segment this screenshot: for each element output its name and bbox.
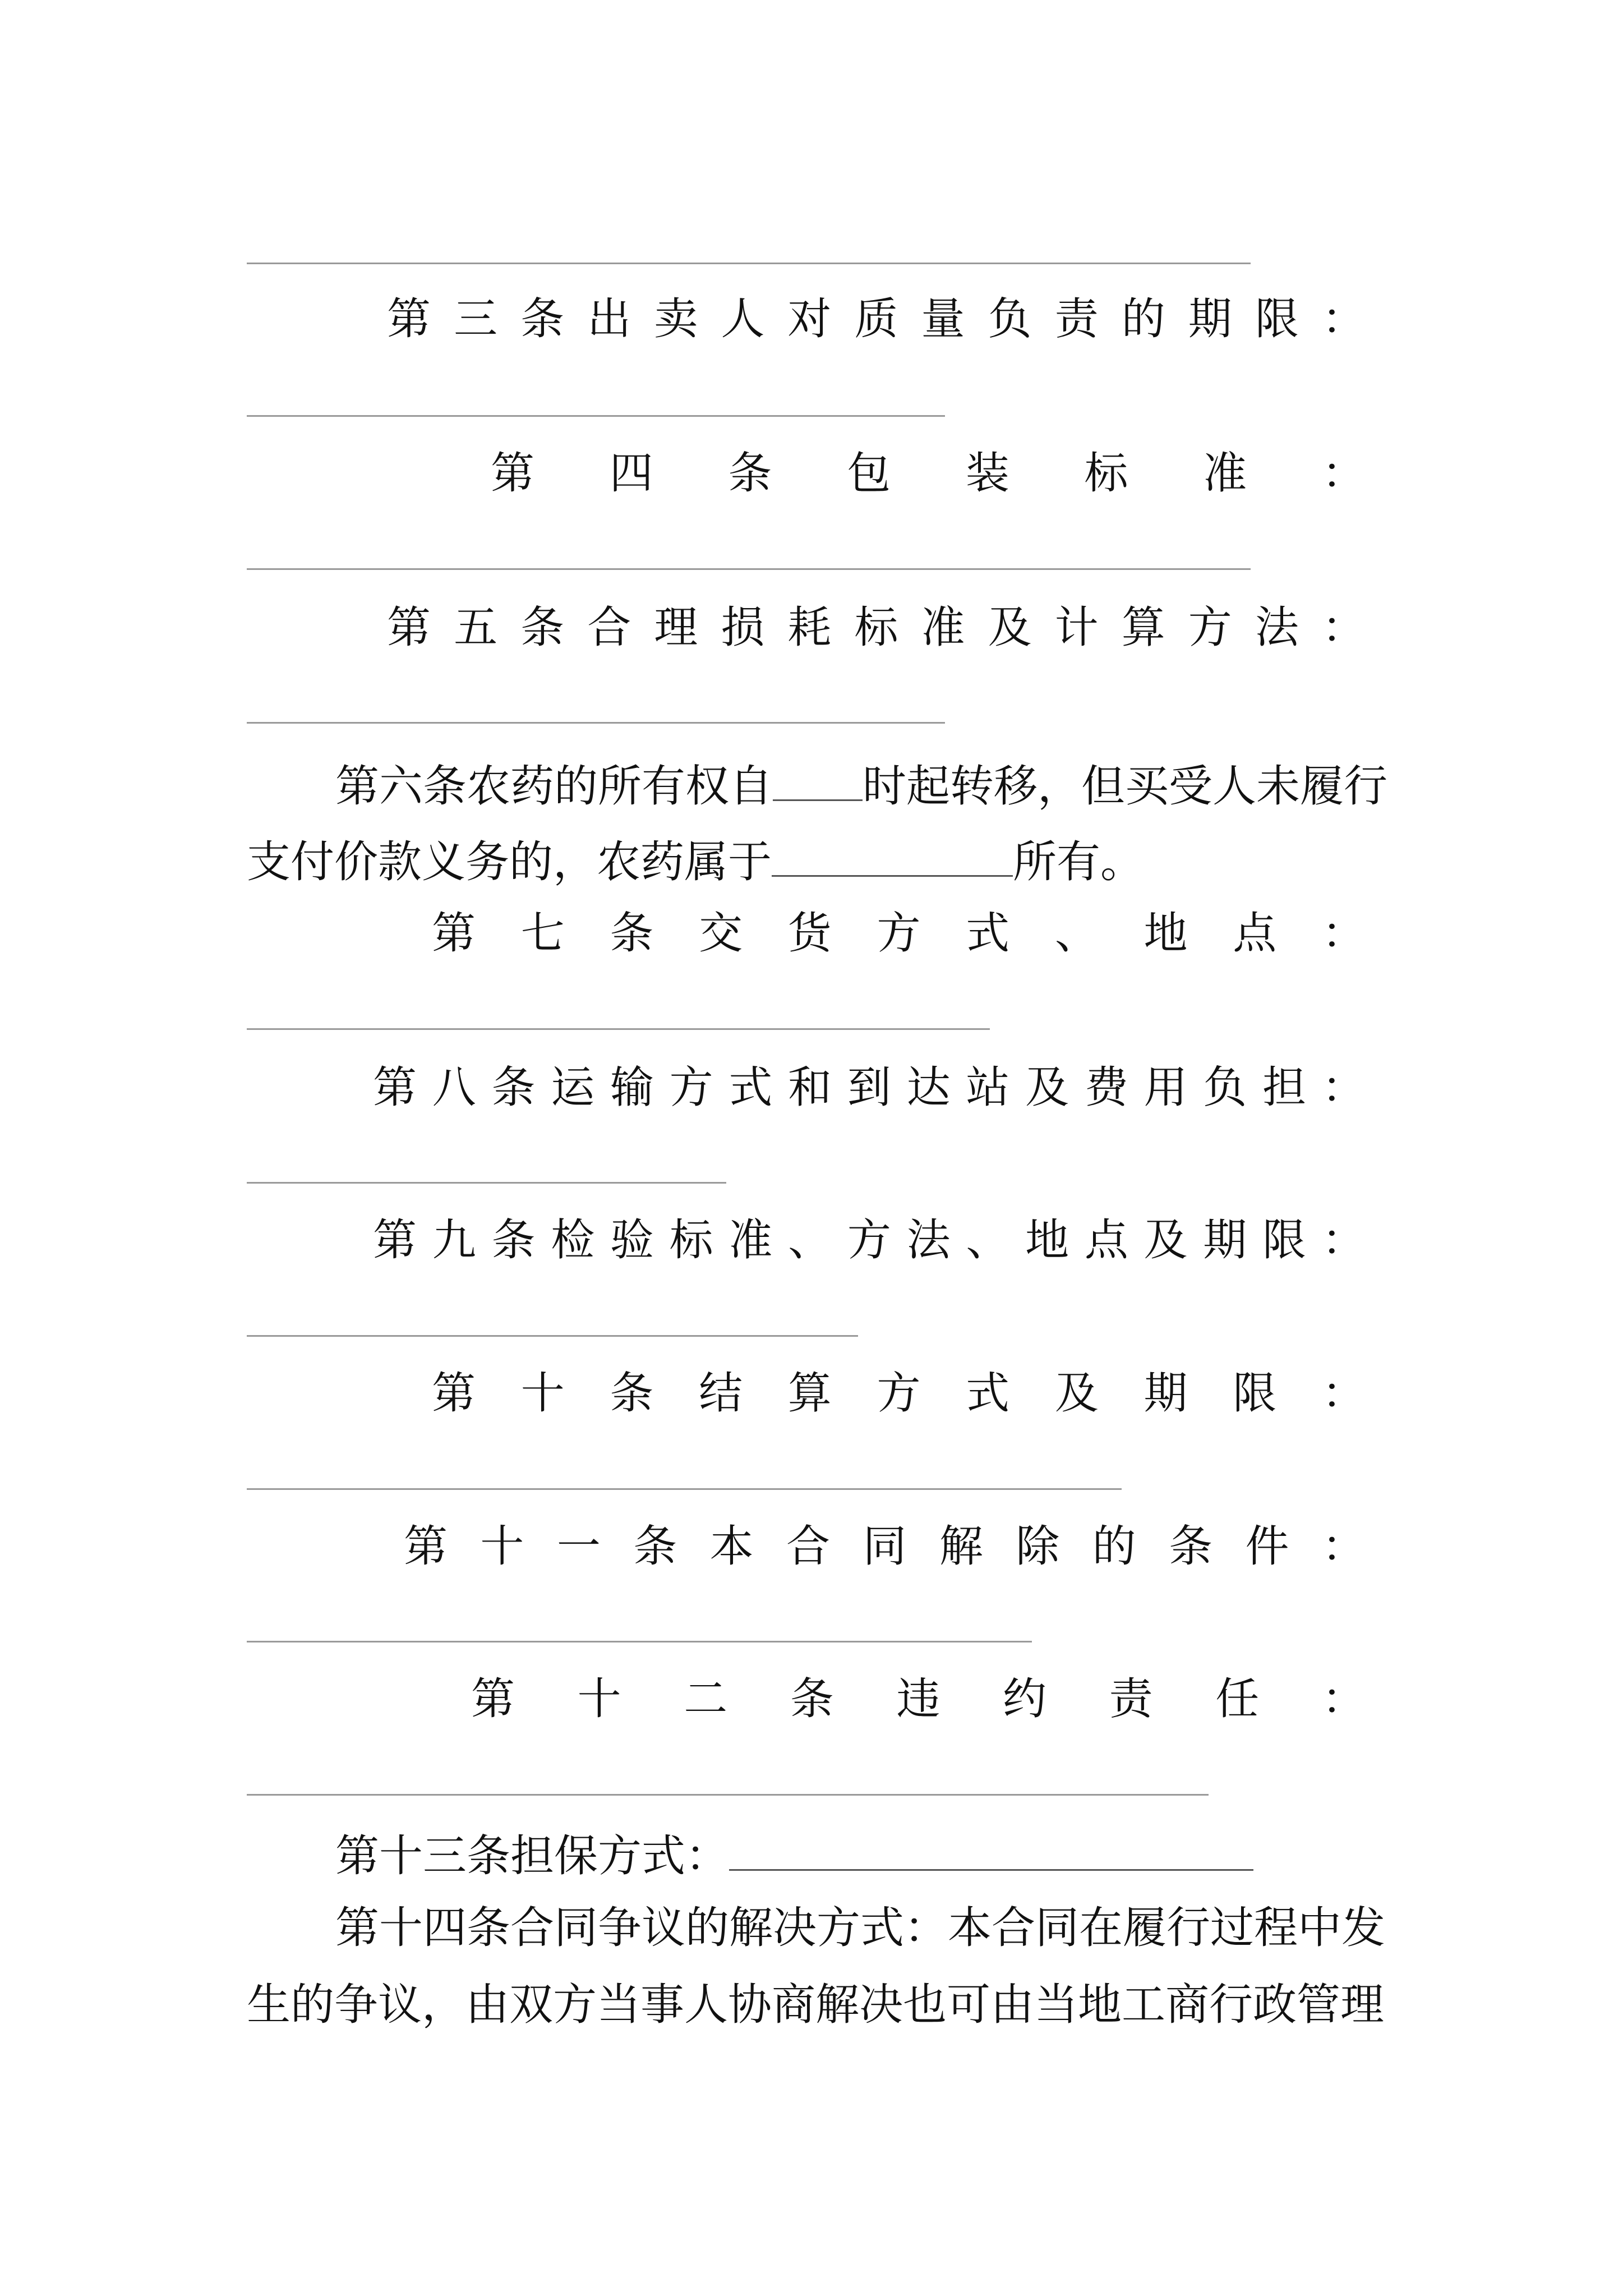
article-6-line-1 [335,760,1479,812]
text-char: 第 [432,908,476,959]
article-8-text [373,1062,1366,1113]
text-char: 方 [1188,602,1232,653]
text-char: 损 [721,602,765,653]
text-char: 方 [877,908,921,959]
text-char: 人 [721,294,765,344]
fill-in-line [247,1641,1032,1642]
text-char: 第 [373,1062,417,1113]
text-char: 条 [1169,1521,1213,1572]
text-char: 及 [1025,1062,1069,1113]
article-10 [432,1368,1366,1419]
fill-in-line [247,1182,726,1184]
article-13 [335,1830,1479,1881]
text-char: 量 [921,294,965,344]
text-char: 九 [432,1215,476,1266]
text-char: 标 [1084,448,1128,499]
text-char: 结 [699,1368,743,1419]
text-char: 准 [728,1215,773,1266]
text-char: 一 [556,1521,601,1572]
text-char: 二 [684,1674,728,1724]
article-3 [387,294,1366,344]
text-char: 标 [669,1215,713,1266]
text-char: 十 [520,1368,565,1419]
text-char: 站 [966,1062,1010,1113]
text-char: 违 [896,1674,940,1724]
text-char: 同 [863,1521,907,1572]
text-char: 及 [1144,1215,1188,1266]
text-char: 四 [609,448,653,499]
fill-in-line [247,415,945,417]
text-char: 计 [1054,602,1099,653]
article-5 [387,602,1366,653]
text-char: 卖 [654,294,698,344]
text-char: 条 [491,1062,536,1113]
text-char: 担 [1262,1062,1307,1113]
text-char: 法 [1255,602,1299,653]
article-12-text [471,1674,1366,1724]
text-char: 责 [1054,294,1099,344]
fill-in-line [247,1488,1122,1490]
text-char: 第 [432,1368,476,1419]
article-7-text [432,908,1366,959]
text-char: 限 [1262,1215,1307,1266]
text-char: 到 [847,1062,891,1113]
text-char: 第 [387,294,431,344]
article-6-text-a: 第六条农药的所有权自 [335,761,773,812]
article-11 [404,1521,1366,1572]
article-11-text [404,1521,1366,1572]
text-char: 准 [921,602,965,653]
text-char: 方 [877,1368,921,1419]
text-char: 条 [610,1368,654,1419]
article-7 [432,908,1366,959]
article-4 [491,448,1366,499]
text-char: 式 [966,908,1010,959]
text-char: 负 [988,294,1032,344]
text-char: 标 [854,602,898,653]
fill-in-line [247,263,1251,264]
text-char: 装 [965,448,1009,499]
text-char: 式 [728,1062,773,1113]
article-12 [471,1674,1366,1724]
text-char: 对 [787,294,832,344]
text-char: 、 [788,1215,832,1266]
text-char: 合 [587,602,631,653]
text-char: 条 [790,1674,834,1724]
text-char: 第 [404,1521,448,1572]
article-8 [373,1062,1366,1113]
text-char: 条 [491,1215,536,1266]
text-char: 用 [1144,1062,1188,1113]
fill-in-line [247,1028,990,1030]
text-char: 地 [1025,1215,1069,1266]
text-char: 本 [709,1521,754,1572]
article-6-text-b: 时起转移，但买受人未履行 [863,761,1388,812]
text-char: 、 [1054,908,1099,959]
article-6-text-d: 所有。 [1013,837,1145,887]
text-char: 期 [1144,1368,1188,1419]
text-char: 及 [988,602,1032,653]
text-char: 运 [551,1062,595,1113]
text-char: 约 [1003,1674,1047,1724]
text-char: 法 [906,1215,951,1266]
text-char: 第 [373,1215,417,1266]
article-6-line-2 [247,836,1391,887]
text-char: 方 [847,1215,891,1266]
article-14-line-1 [335,1903,1479,1953]
article-3-text [387,294,1366,344]
article-4-text [491,448,1366,499]
text-char: 任 [1215,1674,1260,1724]
text-char: 十 [577,1674,621,1724]
text-char: 质 [854,294,898,344]
text-char: 第 [491,448,535,499]
text-char: 解 [939,1521,983,1572]
text-char: 除 [1016,1521,1060,1572]
fill-in-line [247,1794,1209,1796]
text-char: 点 [1084,1215,1128,1266]
text-char: 限 [1233,1368,1277,1419]
article-6-text-c: 支付价款义务的，农药属于 [247,837,772,887]
article-9 [373,1215,1366,1266]
text-char: 算 [1121,602,1165,653]
text-char: 合 [786,1521,831,1572]
article-5-text [387,602,1366,653]
text-char: 货 [787,908,832,959]
text-char: ： [1321,1215,1366,1266]
text-char: ： [1321,1674,1366,1724]
blank-field [773,760,863,801]
text-char: 条 [520,602,565,653]
text-char: 验 [610,1215,654,1266]
text-char: 期 [1203,1215,1247,1266]
text-char: ： [1321,294,1366,344]
text-char: 包 [847,448,891,499]
text-char: 的 [1092,1521,1136,1572]
text-char: 责 [1109,1674,1153,1724]
text-char: 费 [1084,1062,1128,1113]
text-char: 算 [787,1368,832,1419]
text-char: 三 [454,294,498,344]
text-char: 件 [1245,1521,1289,1572]
text-char: 输 [610,1062,654,1113]
text-char: 达 [906,1062,951,1113]
text-char: 第 [471,1674,515,1724]
text-char: ： [1321,1521,1366,1572]
text-char: 出 [587,294,631,344]
article-14-text-a: 第十四条合同争议的解决方式：本合同在履行过程中发 [335,1903,1386,1953]
text-char: ： [1321,602,1366,653]
fill-in-line [247,568,1251,570]
text-char: 式 [966,1368,1010,1419]
text-char: ： [1321,1368,1366,1419]
text-char: 检 [551,1215,595,1266]
text-char: 八 [432,1062,476,1113]
blank-field [772,836,1013,877]
text-char: 第 [387,602,431,653]
text-char: 七 [520,908,565,959]
text-char: 负 [1203,1062,1247,1113]
text-char: 方 [669,1062,713,1113]
text-char: 条 [728,448,772,499]
text-char: ： [1321,1062,1366,1113]
text-char: 期 [1188,294,1232,344]
article-14-line-2 [247,1980,1391,2030]
fill-in-line [247,722,945,724]
text-char: 的 [1121,294,1165,344]
article-10-text [432,1368,1366,1419]
article-13-text: 第十三条担保方式： [335,1831,730,1881]
text-char: 和 [788,1062,832,1113]
fill-in-line [247,1335,858,1337]
text-char: 十 [480,1521,524,1572]
text-char: 条 [610,908,654,959]
text-char: 限 [1255,294,1299,344]
text-char: 耗 [787,602,832,653]
text-char: 准 [1203,448,1247,499]
text-char: ： [1321,908,1366,959]
text-char: 条 [633,1521,677,1572]
article-9-text [373,1215,1366,1266]
blank-field [729,1830,1253,1871]
text-char: 理 [654,602,698,653]
text-char: 条 [520,294,565,344]
text-char: ： [1321,448,1366,499]
text-char: 交 [699,908,743,959]
text-char: 点 [1233,908,1277,959]
text-char: 地 [1144,908,1188,959]
text-char: 五 [454,602,498,653]
text-char: 及 [1054,1368,1099,1419]
text-char: 、 [966,1215,1010,1266]
article-14-text-b: 生的争议，由双方当事人协商解决也可由当地工商行政管理 [247,1980,1385,2030]
